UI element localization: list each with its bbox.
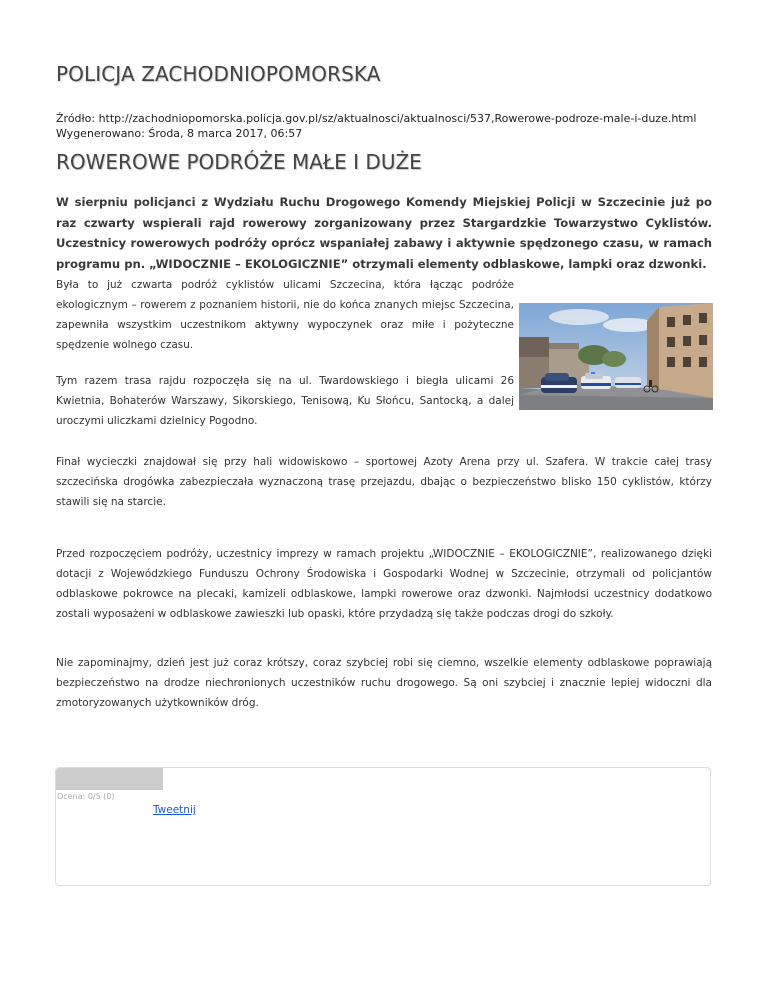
document-meta <box>56 111 696 141</box>
photo-police-cars-street <box>519 303 713 410</box>
article-paragraph-3: Finał wycieczki znajdował się przy hali widowiskowo – sportowej Azoty Arena przy ul. Szafera. W trakcie całej trasy szczecińska drogówka zabezpieczała wyznaczoną trasę przejazdu, dbając o bezpieczeństwo blisko 150 cyklistów, którzy stawili się na starcie. <box>56 456 712 508</box>
site-title: POLICJA ZACHODNIOPOMORSKA <box>56 62 381 86</box>
rating-label: Ocena: 0/5 (0) <box>57 792 115 801</box>
rating-share-box <box>55 767 711 886</box>
generated-date: Wygenerowano: Środa, 8 marca 2017, 06:57 <box>56 127 303 140</box>
rating-bar[interactable] <box>56 768 163 790</box>
article-paragraph-1: Była to już czwarta podróż cyklistów ulicami Szczecina, która łącząc podróże ekologicznym – rowerem z poznaniem historii, nie do końca znanych miejsc Szczecina, zapewniła wszystkim uczestnikom aktywny wypoczynek oraz miłe i pożyteczne spędzenie wolnego czasu. <box>56 279 514 351</box>
article-paragraph-2: Tym razem trasa rajdu rozpoczęła się na ul. Twardowskiego i biegła ulicami 26 Kwietnia, Bohaterów Warszawy, Sikorskiego, Tenisową, Ku Słońcu, Santocką, a dalej uroczymi uliczkami dzielnicy Pogodno. <box>56 375 514 427</box>
article-paragraph-5: Nie zapominajmy, dzień jest już coraz krótszy, coraz szybciej robi się ciemno, wszelkie elementy odblaskowe poprawiają bezpieczeństwo na drodze niechronionych uczestników ruchu drogowego. Są oni szybciej i znacznie lepiej widoczni dla zmotoryzowanych użytkowników dróg. <box>56 657 712 709</box>
article-title: ROWEROWE PODRÓŻE MAŁE I DUŻE <box>56 150 422 174</box>
article-photo <box>519 303 713 410</box>
source-url: Źródło: http://zachodniopomorska.policja.gov.pl/sz/aktualnosci/aktualnosci/537,Rowerowe-podroze-male-i-duze.html <box>56 112 697 125</box>
article-lead: W sierpniu policjanci z Wydziału Ruchu Drogowego Komendy Miejskiej Policji w Szczecinie już po raz czwarty wspierali rajd rowerowy zorganizowany przez Stargardzkie Towarzystwo Cyklistów. Uczestnicy rowerowych podróży oprócz wspaniałej zabawy i aktywnie spędzonego czasu, w ramach programu pn. „WIDOCZNIE – EKOLOGICZNIE” otrzymali elementy odblaskowe, lampki oraz dzwonki. <box>56 195 712 271</box>
article-paragraph-4: Przed rozpoczęciem podróży, uczestnicy imprezy w ramach projektu „WIDOCZNIE – EKOLOGICZNIE”, realizowanego dzięki dotacji z Wojewódzkiego Funduszu Ochrony Środowiska i Gospodarki Wodnej w Szczecinie, otrzymali od policjantów odblaskowe pokrowce na plecaki, kamizeli odblaskowe, lampki rowerowe oraz dzwonki. Najmłodsi uczestnicy dodatkowo zostali wyposażeni w odblaskowe zawieszki lub opaski, które przydadzą się także podczas drogi do szkoły. <box>56 548 712 620</box>
tweet-link[interactable]: Tweetnij <box>153 804 196 816</box>
